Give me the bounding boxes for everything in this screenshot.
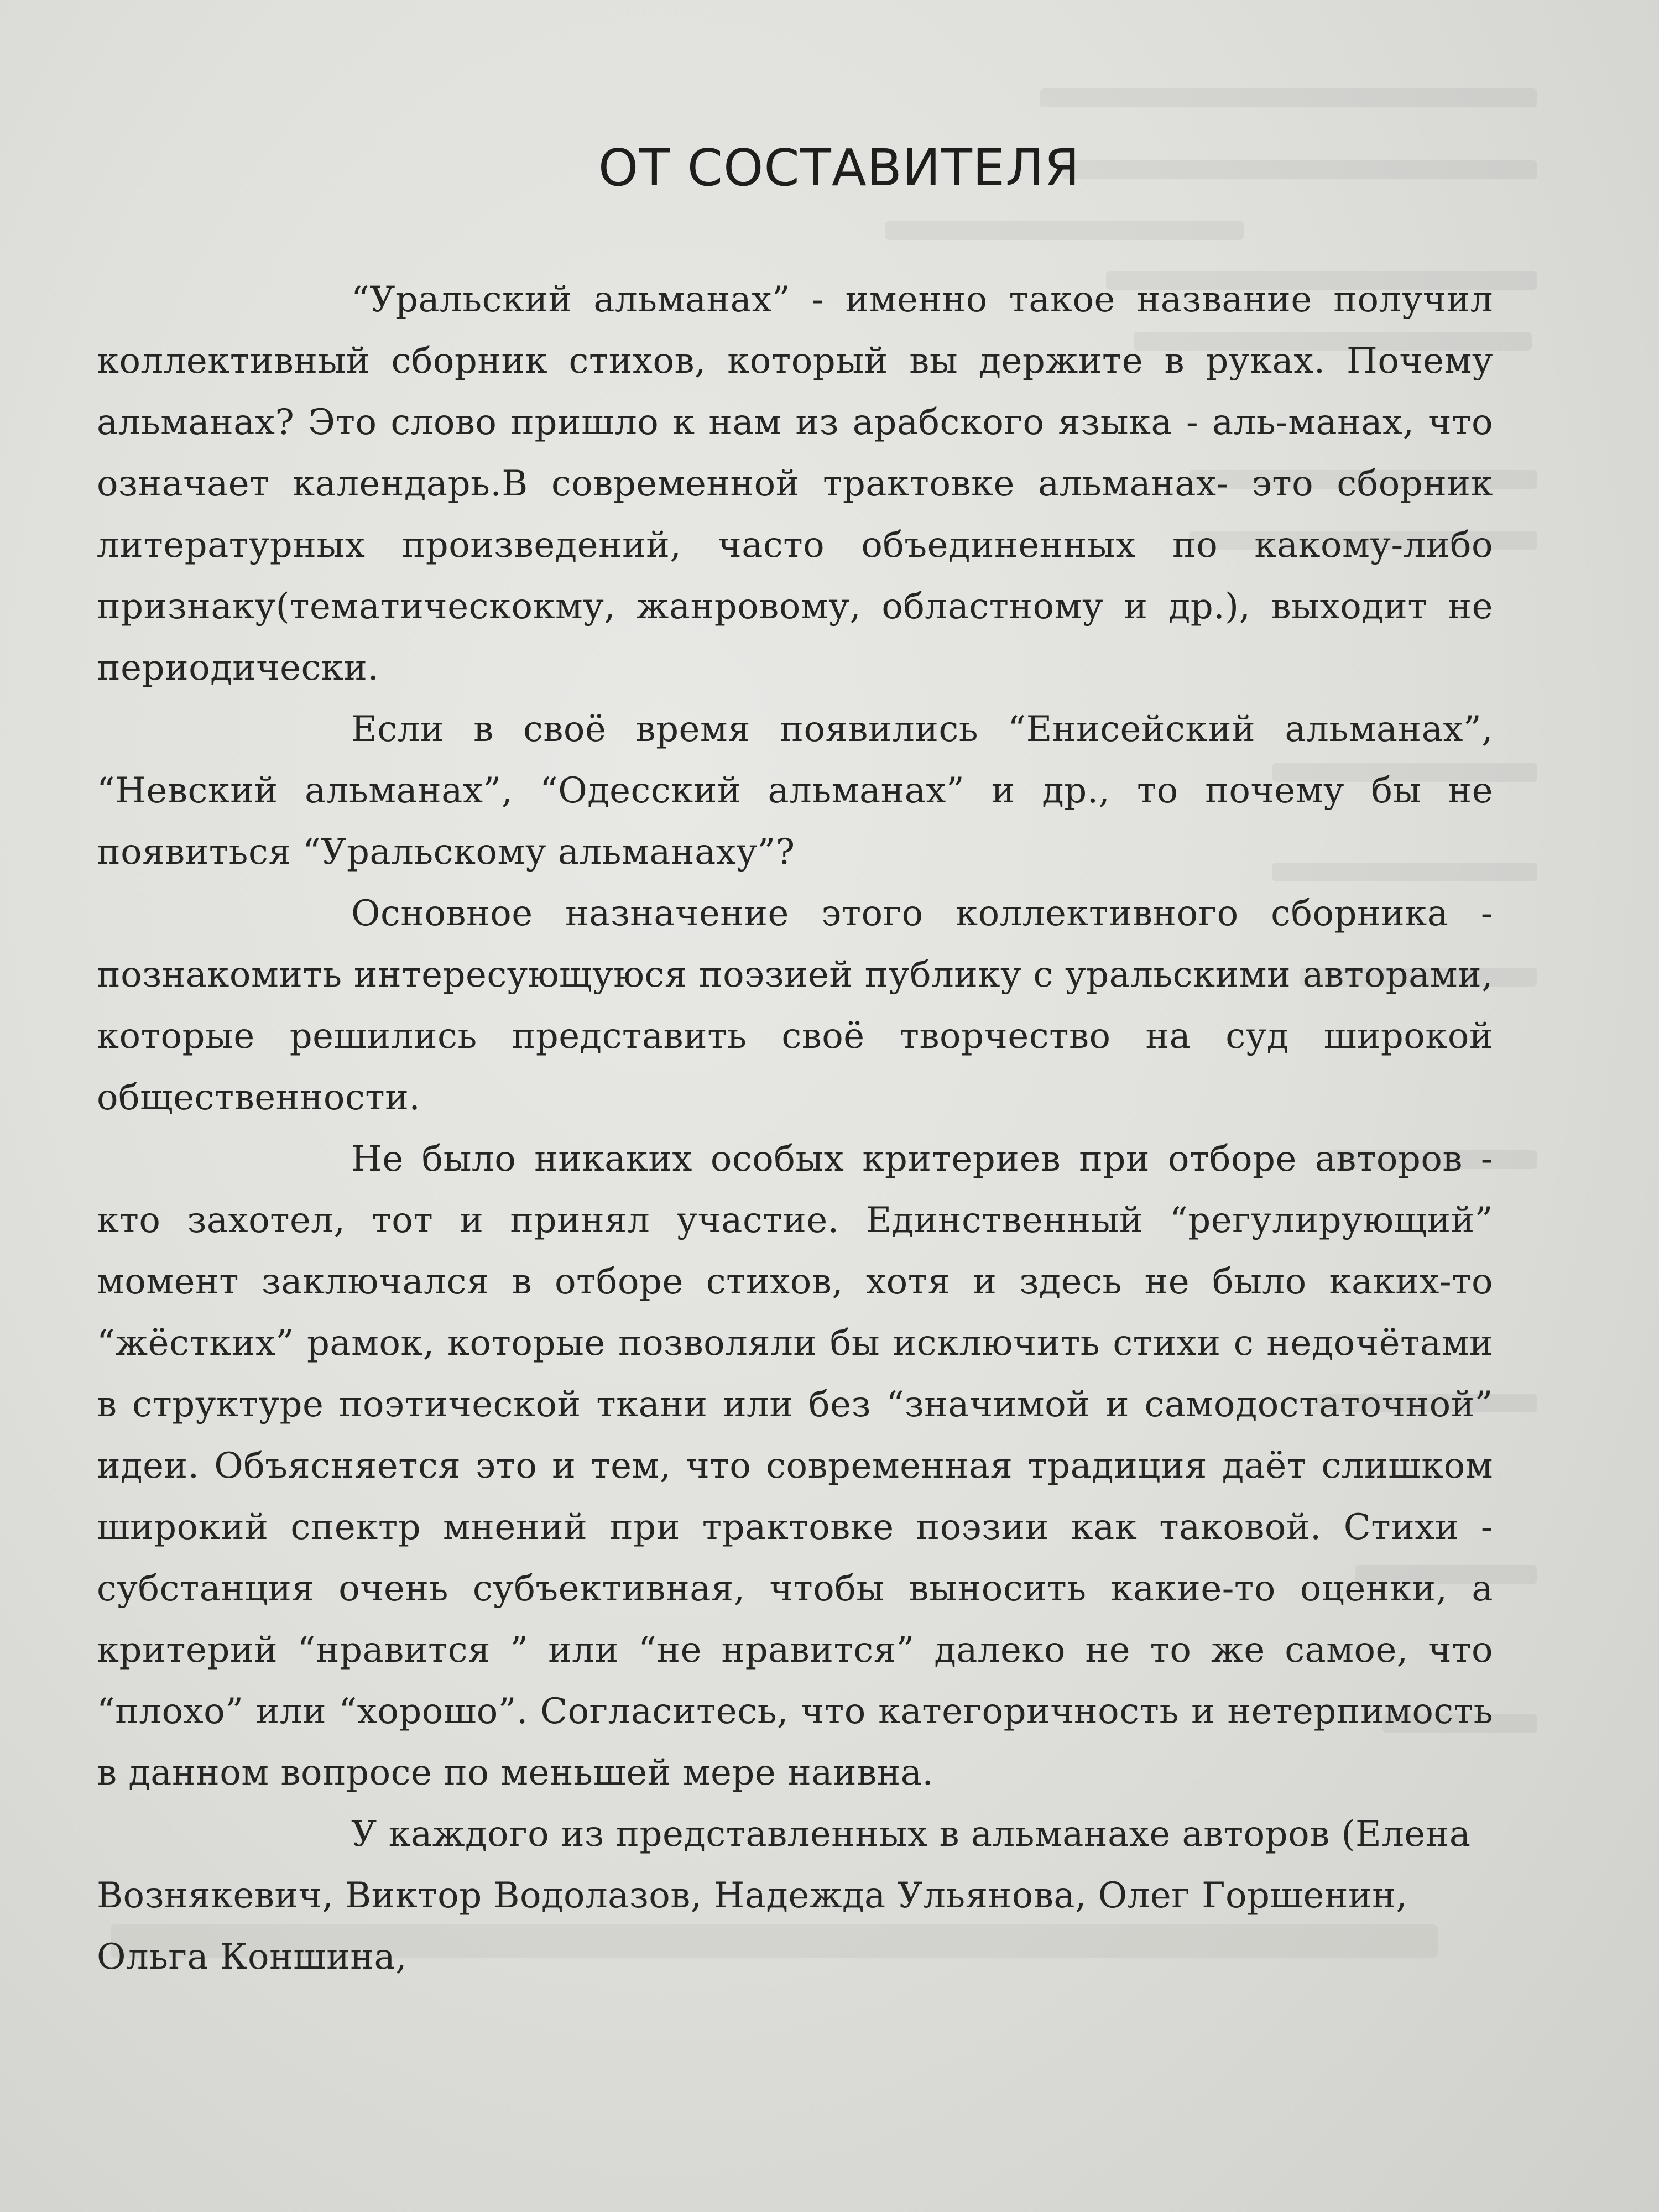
paragraph-3: Основное назначение этого коллективного сборника - познакомить интересующуюся поэзией публику с уральскими авторами, которые решились представить своё творчество на суд широкой общественности. xyxy=(97,893,1493,1118)
page-title: ОТ СОСТАВИТЕЛЯ xyxy=(598,138,1081,197)
paragraph-1: “Уральский альманах” - именно такое название получил коллективный сборник стихов, который вы держите в руках. Почему альманах? Это слово пришло к нам из арабского языка - аль-манах, что означает календарь.В современной трактовке альманах- это сборник литературных произведений, часто объединенных по какому-либо признаку(тематическокму, жанровому, областному и др.), выходит не периодически. xyxy=(97,279,1493,688)
paragraph-2: Если в своё время появились “Енисейский альманах”, “Невский альманах”, “Одесский альманах” и др., то почему бы не появиться “Уральскому альманаху”? xyxy=(97,709,1493,873)
paragraph-5: У каждого из представленных в альманахе авторов (Елена Вознякевич, Виктор Водолазов, Надежда Ульянова, Олег Горшенин, Ольга Коншина, xyxy=(97,1814,1471,1978)
document-body xyxy=(97,122,1493,1988)
paragraph-4: Не было никаких особых критериев при отборе авторов - кто захотел, тот и принял участие. Единственный “регулирующий” момент заключался в отборе стихов, хотя и здесь не было каких-то “жёстких” рамок, которые позволяли бы исключить стихи с недочётами в структуре поэтической ткани или без “значимой и самодостаточной” идеи. Объясняется это и тем, что современная традиция даёт слишком широкий спектр мнений при трактовке поэзии как таковой. Стихи - субстанция очень субъективная, чтобы выносить какие-то оценки, а критерий “нравится ” или “не нравится” далеко не то же самое, что “плохо” или “хорошо”. Согласитесь, что категоричность и нетерпимость в данном вопросе по меньшей мере наивна. xyxy=(97,1139,1493,1793)
